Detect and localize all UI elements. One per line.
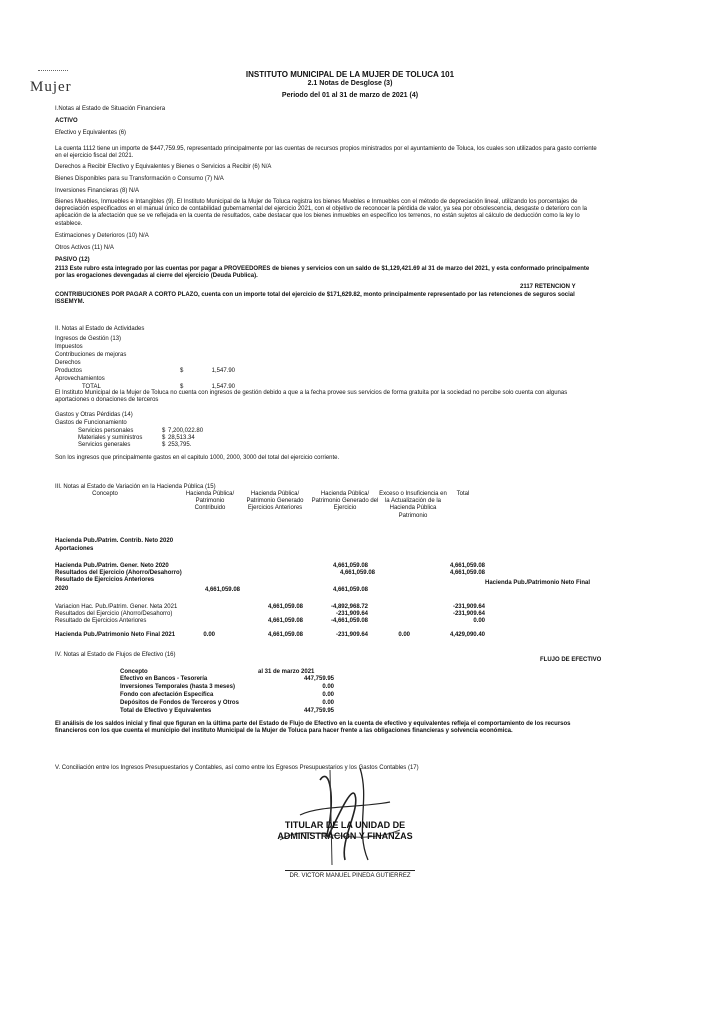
otros-activos-line: Otros Activos (11) N/A (55, 245, 114, 251)
row-gener-2020-total: 4,661,059.08 (449, 563, 485, 569)
flujo-row-value: 0.00 (322, 692, 334, 698)
row-final-ejercicio: -231,909.64 (335, 632, 368, 638)
section-3-title: III. Notas al Estado de Variación en la Hacienda Pública (15) (55, 484, 216, 490)
flujo-paragraph: El análisis de los saldos inicial y final que figuran en la última parte del Estado de Flujo de Efectivo en la cuenta de efectivo y equivalentes refleja el comportamiento de los recursos financieros con los que cuenta el municipio del instituto Municipal de la Mujer de Toluca para hacer frente a las obligaciones financieras y solvencia económica. (55, 721, 571, 735)
flujo-row-value: 0.00 (322, 700, 334, 706)
gastos-row-value: 253,795. (168, 442, 192, 448)
col-header-concepto: Concepto (92, 491, 118, 497)
gastos-paragraph: Son los ingresos que principalmente gastos en el capitulo 1000, 2000, 3000 del total del ejercicio corriente. (55, 455, 340, 461)
row-final-ej-anteriores: 4,661,059.08 (267, 632, 303, 638)
activo-heading: ACTIVO (55, 118, 78, 124)
efectivo-heading: Efectivo y Equivalentes (6) (55, 130, 127, 136)
signature-title-1: TITULAR DE LA UNIDAD DE (284, 820, 406, 830)
row-result-anteriores: Resultado de Ejercicios Anteriores (55, 577, 155, 583)
gastos-row-label: Servicios generales (78, 442, 131, 448)
institute-logo (30, 70, 102, 100)
derechos-label: Derechos (55, 360, 81, 366)
flujo-row-label: Efectivo en Bancos - Tesorería (120, 676, 208, 682)
row-variacion-ej-anteriores: 4,661,059.08 (267, 604, 303, 610)
inversiones-line: Inversiones Financieras (8) N/A (55, 188, 140, 194)
flujo-row-label: Depósitos de Fondos de Terceros y Otros (120, 700, 239, 706)
row-contrib-2020: Hacienda Pub./Patrim. Contrib. Neto 2020 (55, 538, 174, 544)
ingresos-total-value: 1,547.90 (211, 384, 235, 390)
aprovechamientos-label: Aprovechamientos (55, 376, 105, 382)
row-anteriores-2021-ej-anteriores: 4,661,059.08 (267, 618, 303, 624)
pasivo-paragraph: 2113 Este rubro esta integrado por las cuentas por pagar a PROVEEDORES de bienes y servicios con un saldo de $1,129,421.69 al 31 de marzo del 2021, y esta conformado principalmente por las erogaciones devengadas al cierre del ejercicio (Deuda Publica). (55, 266, 590, 280)
row-result-ejercicio-total: 4,661,059.08 (449, 570, 485, 576)
signature-area (260, 760, 410, 870)
row-gener-2020-ejercicio: 4,661,059.08 (332, 563, 368, 569)
derechos-line: Derechos a Recibir Efectivo y Equivalentes y Bienes o Servicios a Recibir (6) N/A (55, 164, 272, 170)
flujo-row-value: 447,759.95 (303, 708, 334, 714)
row-hp-final-label: Hacienda Pub./Patrimonio Neto Final (485, 580, 591, 586)
period-title: Periodo del 01 al 31 de marzo de 2021 (4) (281, 92, 419, 99)
flujo-row-value: 447,759.95 (303, 676, 334, 682)
row-result-ejercicio-ejercicio: 4,661,059.08 (339, 570, 375, 576)
section-2-title: II. Notas al Estado de Actividades (55, 326, 145, 332)
row-anteriores-2021-ejercicio: -4,661,059.08 (330, 618, 368, 624)
org-title: INSTITUTO MUNICIPAL DE LA MUJER DE TOLUCA 101 (245, 70, 455, 79)
col-header-exceso: Exceso o Insuficiencia en la Actualización de la Hacienda Pública Patrimonio (379, 491, 447, 519)
gastos-row-currency: $ (162, 435, 166, 441)
ingresos-total-currency: $ (180, 384, 184, 390)
row-anteriores-2021-total: 0.00 (473, 618, 485, 624)
notes-title: 2.1 Notas de Desglose (3) (307, 80, 393, 87)
flujo-row-label: Fondo con afectación Específica (120, 692, 214, 698)
flujo-fecha-header: al 31 de marzo 2021 (258, 669, 315, 675)
gastos-heading: Gastos y Otras Pérdidas (14) (55, 412, 133, 418)
flujo-row-value: 0.00 (322, 684, 334, 690)
row-final-total: 4,429,090.40 (449, 632, 485, 638)
section-1-title: I.Notas al Estado de Situación Financiera (55, 106, 166, 112)
row-aportaciones: Aportaciones (55, 546, 94, 552)
flujo-row-label: Inversiones Temporales (hasta 3 meses) (120, 684, 235, 690)
contrib-paragraph: CONTRIBUCIONES POR PAGAR A CORTO PLAZO, cuenta con un importe total del ejercicio de $171,629.82, monto principalmente representado por las retenciones de seguros social ISSEMYM. (55, 292, 575, 306)
row-final-2021: Hacienda Pub./Patrimonio Neto Final 2021 (55, 632, 176, 638)
handwritten-signature (260, 760, 410, 870)
flujo-label: FLUJO DE EFECTIVO (540, 657, 602, 663)
gastos-row-currency: $ (162, 442, 166, 448)
retencion-label: 2117 RETENCION Y (520, 284, 576, 290)
row-variacion-2021: Variacion Hac. Pub./Patrim. Gener. Neta 2021 (55, 604, 178, 610)
row-2020-ej-anteriores: 4,661,059.08 (204, 587, 240, 593)
contrib-mejoras-label: Contribuciones de mejoras (55, 352, 127, 358)
estimaciones-line: Estimaciones y Deterioros (10) N/A (55, 233, 149, 239)
row-gener-2020: Hacienda Pub./Patrim. Gener. Neto 2020 (55, 563, 169, 569)
bienes-muebles-paragraph: Bienes Muebles, Inmuebles e Intangibles (9). El Instituto Municipal de la Mujer de Toluca registra los bienes Muebles e Inmuebles con el método de depreciación lineal, utilizando los porcentajes de depreciación especificados en el manual único de contabilidad gubernamental del ejercicio 2021, con el objetivo de reconocer la pérdida de valor, ya sea por obsolescencia, desgaste o deterioro con la aplicación de la afectación que se ve reflejada en la cuenta de resultados, cabe destacar que los bienes inmuebles en específico los terrenos, no están sujetos al cálculo de deducción como la ley lo establece. (55, 199, 588, 227)
signature-line (285, 870, 415, 871)
gastos-row-label: Servicios personales (78, 428, 134, 434)
row-resultados-2021-ejercicio: -231,909.64 (335, 611, 368, 617)
ingresos-heading: Ingresos de Gestión (13) (55, 336, 122, 342)
productos-currency: $ (180, 368, 184, 374)
row-variacion-total: -231,909.64 (452, 604, 485, 610)
ingresos-total-label: TOTAL (82, 384, 101, 390)
pasivo-heading: PASIVO (12) (55, 257, 90, 263)
flujo-row-label: Total de Efectivo y Equivalentes (120, 708, 212, 714)
gastos-row-label: Materiales y suministros (78, 435, 143, 441)
row-anteriores-2021: Resultado de Ejercicios Anteriores (55, 618, 147, 624)
row-result-ejercicio: Resultados del Ejercicio (Ahorro/Desahorro) (55, 570, 182, 576)
col-header-ej-anteriores: Hacienda Pública/ Patrimonio Generado Ejercicios Anteriores (246, 491, 304, 512)
section-5-title: V. Conciliación entre los Ingresos Presupuestarios y Contables, así como entre los Egresos Presupuestarios y los Gastos Contables (17) (55, 765, 419, 771)
section-4-title: IV. Notas al Estado de Flujos de Efectivo (16) (55, 652, 176, 658)
signature-title-2: ADMINISTRACION Y FINANZAS (277, 831, 413, 841)
row-resultados-2021: Resultados del Ejercicio (Ahorro/Desahorro) (55, 611, 173, 617)
row-final-exceso: 0.00 (398, 632, 410, 638)
col-header-contribuido: Hacienda Pública/ Patrimonio Contribuido (185, 491, 235, 512)
logo-text: Mujer (30, 79, 72, 95)
col-header-total: Total (456, 491, 470, 497)
bienes-disp-line: Bienes Disponibles para su Transformación o Consumo (7) N/A (55, 176, 224, 182)
gastos-func-heading: Gastos de Funcionamiento (55, 420, 127, 426)
row-variacion-ejercicio: -4,892,968.72 (330, 604, 368, 610)
flujo-concepto-header: Concepto (120, 669, 148, 675)
cuenta-paragraph: La cuenta 1112 tiene un importe de $447,759.95, representado principalmente por las cuentas de recursos propios ministrados por el ayuntamiento de Toluca, los cuales son utilizados para gasto corriente en el ejercicio fiscal del 2021. (55, 146, 597, 160)
row-final-contribuido: 0.00 (203, 632, 215, 638)
gastos-row-value: 28,513.34 (168, 435, 195, 441)
col-header-del-ejercicio: Hacienda Pública/ Patrimonio Generado del Ejercicio (311, 491, 379, 512)
impuestos-label: Impuestos (55, 344, 83, 350)
signature-name: DR. VICTOR MANUEL PINEDA GUTIERREZ (289, 873, 411, 879)
gastos-row-value: 7,200,022.80 (168, 428, 204, 434)
row-2020-ejercicio: 4,661,059.08 (332, 587, 368, 593)
row-resultados-2021-total: -231,909.64 (452, 611, 485, 617)
gastos-row-currency: $ (162, 428, 166, 434)
ingresos-paragraph: El Instituto Municipal de la Mujer de Toluca no cuenta con ingresos de gestión debido a que a la fecha provee sus servicios de forma gratuita por la sociedad no percibe solo cuenta con algunas aportaciones o donaciones de terceros (55, 390, 568, 404)
productos-value: 1,547.90 (211, 368, 235, 374)
row-2020: 2020 (55, 586, 69, 592)
productos-label: Productos (55, 368, 83, 374)
